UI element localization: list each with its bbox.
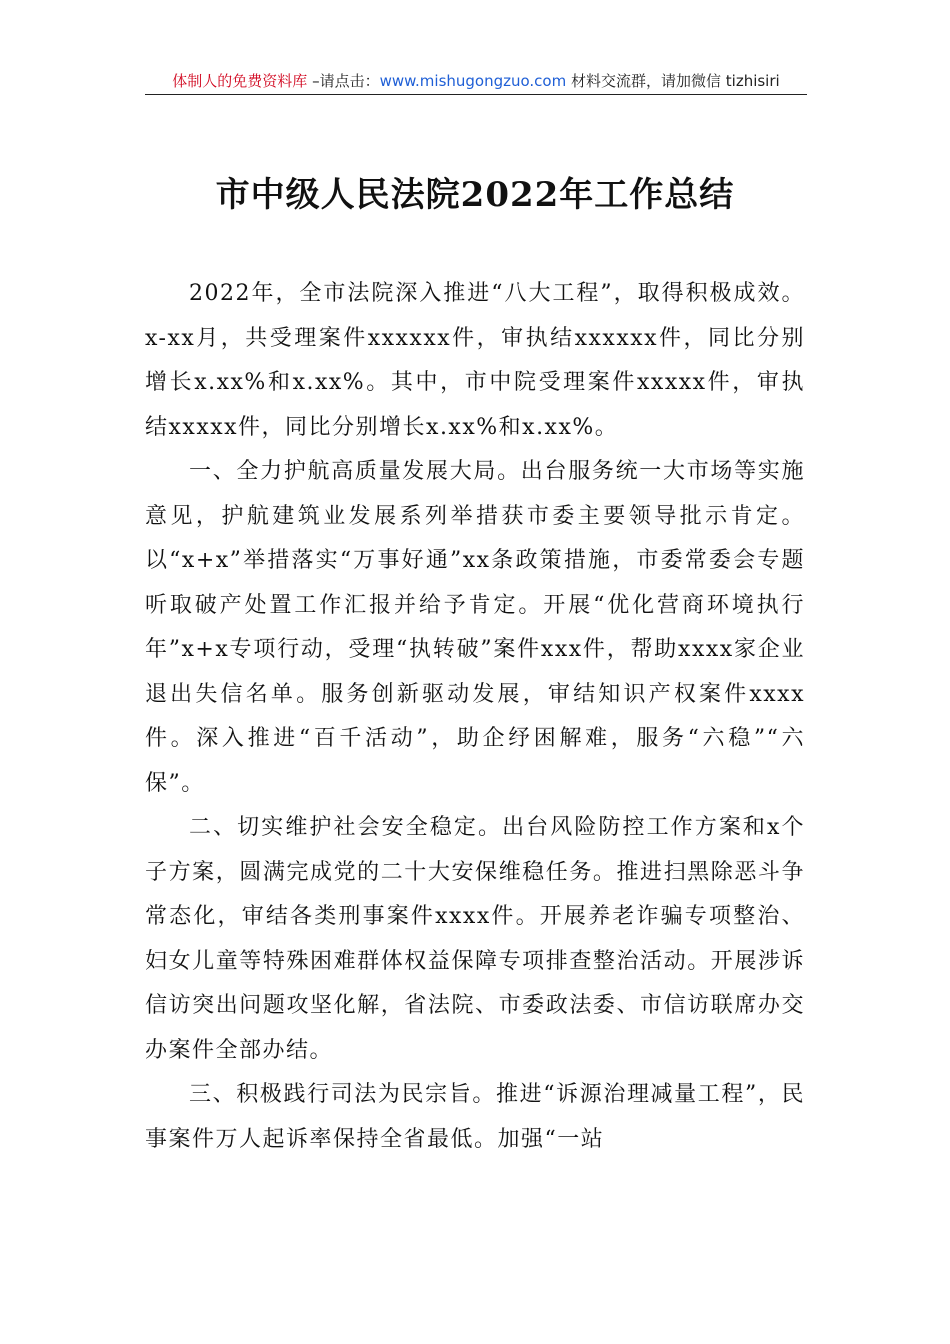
header-library-link[interactable]: 体制人的免费资料库 — [172, 72, 308, 90]
paragraph-intro: 2022年，全市法院深入推进“八大工程”，取得积极成效。x-xx月，共受理案件xxxxxx件，审执结xxxxxx件，同比分别增长x.xx%和x.xx%。其中，市中院受理案件xxxxx件，审执结xxxxx件，同比分别增长x.xx%和x.xx%。 — [145, 281, 805, 440]
document-title: 市中级人民法院2022年工作总结 — [215, 175, 735, 215]
page-header — [145, 68, 807, 95]
paragraph-section-1: 一、全力护航高质量发展大局。出台服务统一大市场等实施意见，护航建筑业发展系列举措获市委主要领导批示肯定。以“x+x”举措落实“万事好通”xx条政策措施，市委常委会专题听取破产处置工作汇报并给予肯定。开展“优化营商环境执行年”x+x专项行动，受理“执转破”案件xxx件，帮助xxxx家企业退出失信名单。服务创新驱动发展，审结知识产权案件xxxx件。深入推进“百千活动”，助企纾困解难，服务“六稳”“六保”。 — [145, 459, 805, 796]
document-body — [145, 272, 805, 1162]
header-separator-text: –请点击： — [307, 72, 380, 90]
header-url-link[interactable]: www.mishugongzuo.com — [379, 72, 567, 90]
paragraph-section-2: 二、切实维护社会安全稳定。出台风险防控工作方案和x个子方案，圆满完成党的二十大安保维稳任务。推进扫黑除恶斗争常态化，审结各类刑事案件xxxx件。开展养老诈骗专项整治、妇女儿童等特殊困难群体权益保障专项排查整治活动。开展涉诉信访突出问题攻坚化解，省法院、市委政法委、市信访联席办交办案件全部办结。 — [145, 815, 805, 1063]
paragraph-section-3: 三、积极践行司法为民宗旨。推进“诉源治理减量工程”，民事案件万人起诉率保持全省最低。加强“一站 — [145, 1082, 805, 1152]
header-contact-text: 材料交流群，请加微信 tizhisiri — [566, 72, 780, 90]
